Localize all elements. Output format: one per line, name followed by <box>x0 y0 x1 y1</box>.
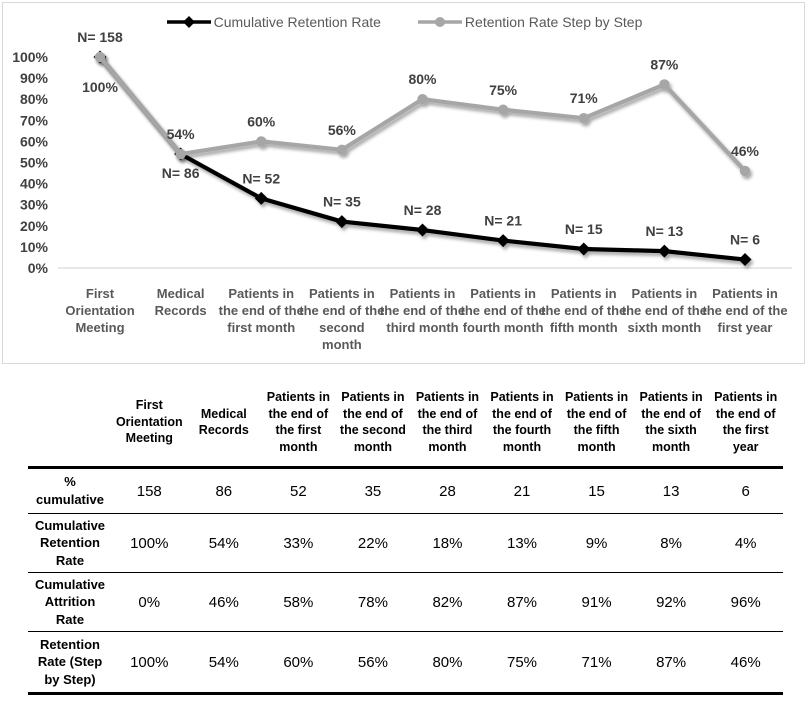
table-cell: 100% <box>130 653 169 671</box>
y-tick-label: 90% <box>19 70 48 87</box>
diamond-marker <box>739 253 752 266</box>
table-cell: 96% <box>730 593 761 611</box>
legend-item-step-by-step <box>417 14 642 30</box>
data-labels <box>77 29 760 248</box>
line-plot <box>0 29 808 283</box>
x-category-label: First Orientation Meeting <box>65 286 135 335</box>
diamond-marker <box>335 215 348 228</box>
table-cell: 92% <box>656 593 687 611</box>
data-point-label: 46% <box>730 142 760 159</box>
table-cell: 28 <box>439 482 456 500</box>
dot-marker <box>740 166 750 176</box>
table-cell: 75% <box>506 653 538 671</box>
dot-marker <box>659 79 669 89</box>
data-point-label: 60% <box>247 113 276 130</box>
table-cell: 21 <box>513 482 531 500</box>
x-category-label: Patients in the end of the first year <box>702 286 788 335</box>
table-cell: 13 <box>662 482 680 500</box>
data-point-label: N= 6 <box>730 231 760 248</box>
table-cell: 87% <box>656 653 687 671</box>
table-cell: 56% <box>357 653 388 671</box>
table-column-header: First Orientation Meeting <box>112 378 187 468</box>
y-tick-label: 60% <box>19 133 48 150</box>
y-tick-label: 100% <box>12 49 48 65</box>
table-cell: 0% <box>138 593 161 611</box>
table-cell: 80% <box>432 653 463 671</box>
y-tick-label: 10% <box>19 238 48 255</box>
data-point-label: N= 21 <box>484 212 522 229</box>
black-line-diamond-marker-icon <box>166 16 212 28</box>
table-row-label: % cumulative <box>36 474 104 507</box>
x-category-label: Patients in the end of the fifth month <box>541 286 627 335</box>
table-cell: 15 <box>588 482 605 500</box>
table-column-header: Patients in the end of the fourth month <box>485 378 560 468</box>
table-header-row <box>28 378 783 468</box>
table-row-label: Retention Rate (Step by Step) <box>37 636 103 687</box>
data-point-label: 80% <box>408 71 437 88</box>
y-tick-label: 70% <box>19 112 48 129</box>
data-point-label: 54% <box>166 126 195 143</box>
data-point-label: N= 52 <box>242 170 281 187</box>
table-cell: 100% <box>130 534 169 552</box>
data-point-label: 75% <box>489 81 518 98</box>
table-cell: 86 <box>215 482 233 500</box>
table-header <box>28 378 783 468</box>
dot-marker <box>175 149 185 159</box>
table-cell: 33% <box>283 534 314 552</box>
table-column-header: Patients in the end of the first month <box>261 378 336 468</box>
table-cell: 52 <box>290 482 307 500</box>
table-cell: 54% <box>208 653 239 671</box>
dot-marker <box>417 94 427 104</box>
table-cell: 71% <box>581 653 612 671</box>
data-point-label: 71% <box>569 90 598 107</box>
table-cell: 78% <box>357 593 388 611</box>
x-category-label: Patients in the end of the second month <box>299 286 385 352</box>
table-cell: 91% <box>581 593 612 611</box>
table-cell: 46% <box>730 653 761 671</box>
x-category-label: Patients in the end of the fourth month <box>460 286 546 335</box>
table-cell: 6 <box>741 482 750 500</box>
dot-marker <box>95 52 105 62</box>
dot-marker <box>579 113 589 123</box>
data-point-label: 56% <box>327 121 356 138</box>
table-cell: 13% <box>506 534 538 552</box>
data-point-label: 100% <box>82 79 118 95</box>
table-cell: 58% <box>283 593 314 611</box>
table-column-header: Patients in the end of the first year <box>708 378 783 468</box>
dot-marker <box>498 105 508 115</box>
y-tick-label: 80% <box>19 91 48 108</box>
data-point-label: N= 28 <box>403 202 442 219</box>
table-row-label: Cumulative Retention Rate <box>34 517 106 568</box>
x-category-label: Patients in the end of the third month <box>379 286 466 335</box>
table-row <box>28 573 783 632</box>
legend-item-cumulative-retention <box>166 14 381 30</box>
table-cell: 82% <box>432 593 463 611</box>
table-row <box>28 632 783 694</box>
y-tick-label: 30% <box>19 196 48 213</box>
table-cell: 158 <box>136 482 162 500</box>
table-column-header: Patients in the end of the fifth month <box>559 378 634 468</box>
table-cell: 87% <box>506 593 538 611</box>
table-row <box>28 514 783 573</box>
table-column-header: Patients in the end of the third month <box>410 378 485 468</box>
gray-line-dot-marker-icon <box>417 16 463 28</box>
x-category-label: Patients in the end of the sixth month <box>621 286 707 335</box>
table-body <box>28 468 783 694</box>
table-cell: 18% <box>432 534 463 552</box>
table-corner-cell <box>28 378 112 468</box>
x-category-label: Patients in the end of the first month <box>218 286 304 335</box>
table-cell: 9% <box>585 534 608 552</box>
legend-label: Retention Rate Step by Step <box>464 14 643 30</box>
y-tick-label: 20% <box>19 217 48 234</box>
table-cell: 22% <box>357 534 388 552</box>
diamond-marker <box>497 234 510 247</box>
table-cell: 54% <box>208 534 239 552</box>
y-axis <box>12 49 792 276</box>
data-point-label: 87% <box>650 56 679 73</box>
table-column-header: Patients in the end of the second month <box>336 378 411 468</box>
data-point-label: N= 35 <box>323 193 361 210</box>
data-point-label: N= 15 <box>564 221 603 238</box>
diamond-marker <box>577 243 590 256</box>
diamond-marker <box>658 245 671 258</box>
dot-marker <box>256 136 266 146</box>
data-point-label: N= 13 <box>645 223 684 240</box>
table-cell: 8% <box>660 534 682 552</box>
table-column-header: Medical Records <box>187 378 262 468</box>
data-point-label: N= 158 <box>77 29 123 45</box>
legend-label: Cumulative Retention Rate <box>213 14 381 30</box>
table-cell: 60% <box>283 653 314 671</box>
table-cell: 4% <box>734 534 757 552</box>
retention-data-table <box>28 378 783 695</box>
diamond-marker <box>416 224 429 237</box>
table-column-header: Patients in the end of the sixth month <box>634 378 709 468</box>
x-category-label: Medical Records <box>154 286 207 318</box>
table-cell: 35 <box>364 482 382 500</box>
data-point-label: N= 86 <box>161 165 200 182</box>
table-row <box>28 468 783 514</box>
table-cell: 46% <box>208 593 239 611</box>
y-tick-label: 50% <box>19 154 48 171</box>
table-row-label: Cumulative Attrition Rate <box>34 576 106 627</box>
dot-marker <box>337 145 347 155</box>
y-tick-label: 40% <box>19 175 48 192</box>
y-tick-label: 0% <box>27 260 48 276</box>
